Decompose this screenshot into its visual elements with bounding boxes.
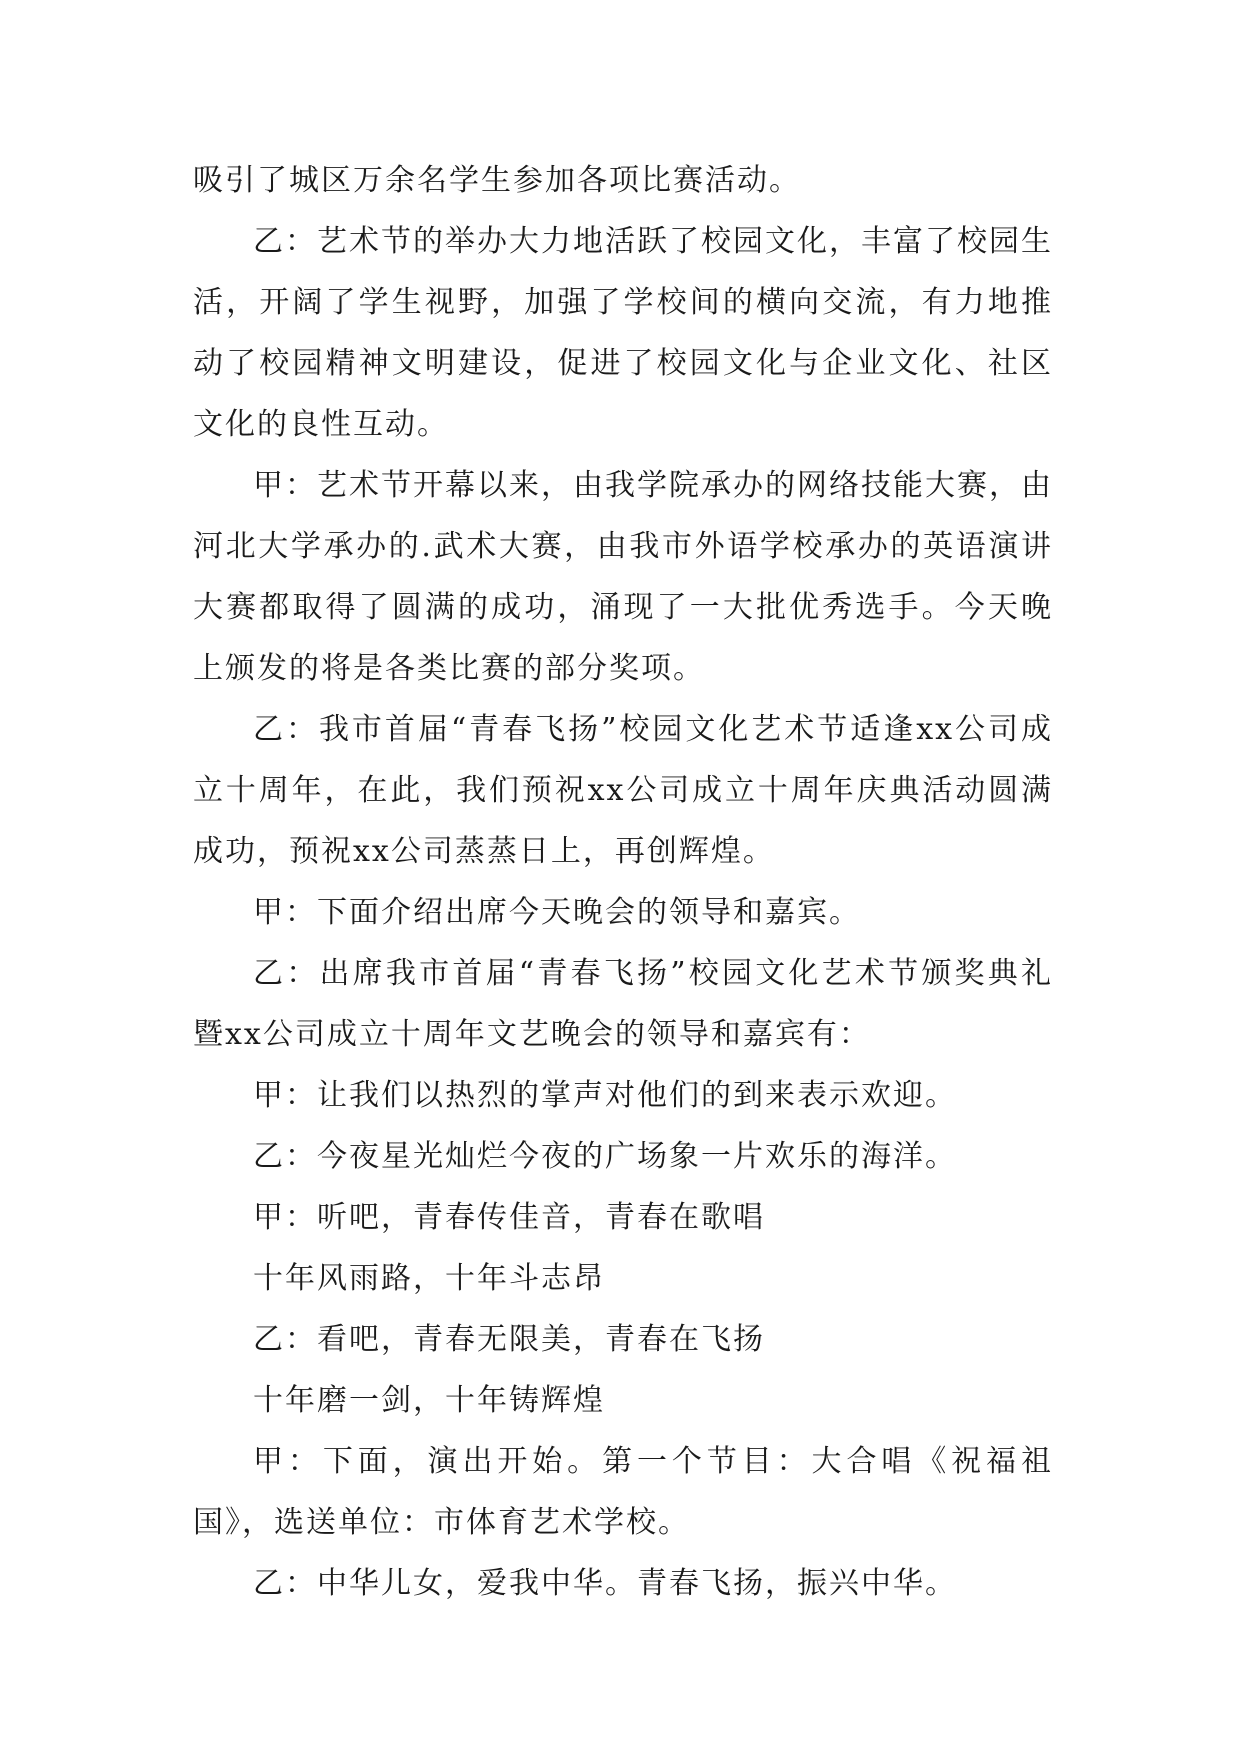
paragraph-4: 乙：我市首届“青春飞扬”校园文化艺术节适逢xx公司成立十周年，在此，我们预祝xx公司成立十周年庆典活动圆满成功，预祝xx公司蒸蒸日上，再创辉煌。 — [193, 712, 1053, 869]
paragraph-6: 乙：出席我市首届“青春飞扬”校园文化艺术节颁奖典礼暨xx公司成立十周年文艺晚会的领导和嘉宾有： — [193, 956, 1053, 1052]
paragraph-5: 甲：下面介绍出席今天晚会的领导和嘉宾。 — [253, 895, 861, 930]
paragraph-12: 十年磨一剑，十年铸辉煌 — [253, 1383, 605, 1418]
paragraph-14: 乙：中华儿女，爱我中华。青春飞扬，振兴中华。 — [253, 1566, 957, 1601]
paragraph-1: 吸引了城区万余名学生参加各项比赛活动。 — [193, 163, 801, 198]
paragraph-9: 甲：听吧，青春传佳音，青春在歌唱 — [253, 1200, 765, 1235]
paragraph-7: 甲：让我们以热烈的掌声对他们的到来表示欢迎。 — [253, 1078, 957, 1113]
paragraph-10: 十年风雨路，十年斗志昂 — [253, 1261, 605, 1296]
paragraph-2: 乙：艺术节的举办大力地活跃了校园文化，丰富了校园生活，开阔了学生视野，加强了学校间的横向交流，有力地推动了校园精神文明建设，促进了校园文化与企业文化、社区文化的良性互动。 — [193, 224, 1053, 442]
paragraph-8: 乙：今夜星光灿烂今夜的广场象一片欢乐的海洋。 — [253, 1139, 957, 1174]
document-body — [193, 150, 1053, 1614]
paragraph-3: 甲：艺术节开幕以来，由我学院承办的网络技能大赛，由河北大学承办的.武术大赛，由我市外语学校承办的英语演讲大赛都取得了圆满的成功，涌现了一大批优秀选手。今天晚上颁发的将是各类比赛的部分奖项。 — [193, 468, 1053, 686]
paragraph-11: 乙：看吧，青春无限美，青春在飞扬 — [253, 1322, 765, 1357]
paragraph-13: 甲：下面，演出开始。第一个节目：大合唱《祝福祖国》，选送单位：市体育艺术学校。 — [193, 1444, 1053, 1540]
